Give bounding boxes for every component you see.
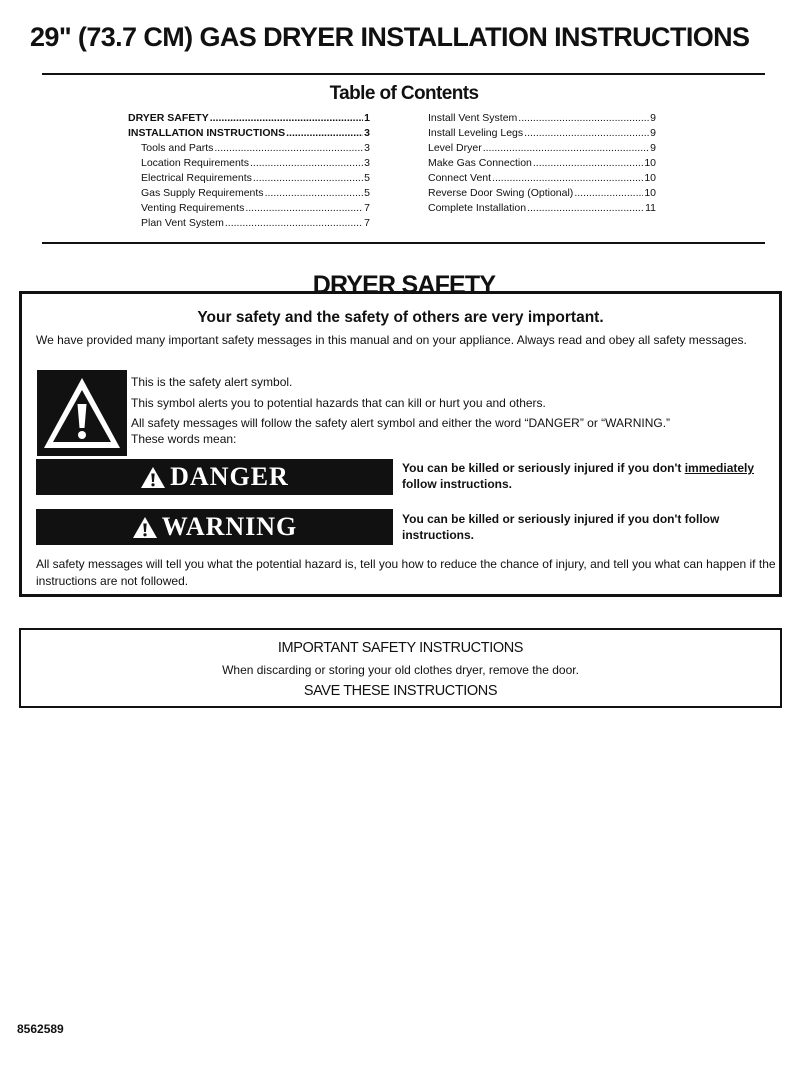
safety-alert-icon xyxy=(37,370,127,456)
toc-left-column xyxy=(128,111,370,231)
toc-entry-level-dryer[interactable]: Level Dryer ..... 9 xyxy=(428,141,656,156)
toc-entry-location-requirements[interactable]: Location Requirements ..... 3 xyxy=(128,156,370,171)
safety-heading: Your safety and the safety of others are very important. xyxy=(197,309,604,326)
important-line: When discarding or storing your old clothes dryer, remove the door. xyxy=(222,663,579,677)
toc-divider xyxy=(42,242,765,244)
toc-entry-complete-installation[interactable]: Complete Installation ..... 11 xyxy=(428,201,656,216)
toc-entry-electrical-requirements[interactable]: Electrical Requirements ..... 5 xyxy=(128,171,370,186)
danger-description: You can be killed or seriously injured if you don't immediately follow instructions. xyxy=(402,461,755,491)
save-instructions: SAVE THESE INSTRUCTIONS xyxy=(303,683,498,699)
alert-line-3: All safety messages will follow the safety alert symbol and either the word “DANGER” or “WARNING.” xyxy=(131,416,671,430)
danger-alert-icon xyxy=(140,466,166,489)
alert-line-1: This is the safety alert symbol. xyxy=(131,375,293,389)
alert-explanation xyxy=(131,375,771,452)
toc-entry-dryer-safety[interactable]: DRYER SAFETY ..... 1 xyxy=(128,111,370,126)
safety-intro: We have provided many important safety messages in this manual and on your appliance. Always read and obey all safety messages. xyxy=(36,333,747,347)
warning-description: You can be killed or seriously injured if you don't follow instructions. xyxy=(402,512,720,542)
warning-alert-icon xyxy=(132,516,158,539)
toc-entry-reverse-door-swing[interactable]: Reverse Door Swing (Optional) ..... 10 xyxy=(428,186,656,201)
warning-label: WARNING xyxy=(161,512,298,541)
toc-entry-make-gas-connection[interactable]: Make Gas Connection ..... 10 xyxy=(428,156,656,171)
toc-entry-gas-supply-requirements[interactable]: Gas Supply Requirements ..... 5 xyxy=(128,186,370,201)
toc-entry-tools-and-parts[interactable]: Tools and Parts ..... 3 xyxy=(128,141,370,156)
safety-box xyxy=(19,291,782,597)
toc-title: Table of Contents xyxy=(329,83,479,104)
alert-line-2: This symbol alerts you to potential hazards that can kill or hurt you and others. xyxy=(131,395,546,410)
danger-banner xyxy=(36,459,393,495)
title-divider xyxy=(42,73,765,75)
warning-banner xyxy=(36,509,393,545)
toc-entry-connect-vent[interactable]: Connect Vent ..... 10 xyxy=(428,171,656,186)
toc-entry-install-leveling-legs[interactable]: Install Leveling Legs ..... 9 xyxy=(428,126,656,141)
alert-line-4: These words mean: xyxy=(131,431,237,446)
section-title: DRYER SAFETY xyxy=(312,270,496,299)
danger-label: DANGER xyxy=(170,462,289,491)
document-title: 29" (73.7 CM) GAS DRYER INSTALLATION INSTRUCTIONS xyxy=(30,22,750,52)
toc-entry-install-vent-system[interactable]: Install Vent System ..... 9 xyxy=(428,111,656,126)
toc-entry-venting-requirements[interactable]: Venting Requirements ..... 7 xyxy=(128,201,370,216)
toc-entry-installation-instructions[interactable]: INSTALLATION INSTRUCTIONS ..... 3 xyxy=(128,126,370,141)
toc-entry-plan-vent-system[interactable]: Plan Vent System ..... 7 xyxy=(128,216,370,231)
toc-right-column xyxy=(428,111,656,216)
safety-footer: All safety messages will tell you what the potential hazard is, tell you how to reduce the chance of injury, and tell you what can happen if the instructions are not followed. xyxy=(36,557,776,588)
part-number: 8562589 xyxy=(17,1022,64,1036)
important-instructions-box xyxy=(19,628,782,708)
important-title: IMPORTANT SAFETY INSTRUCTIONS xyxy=(277,640,524,656)
